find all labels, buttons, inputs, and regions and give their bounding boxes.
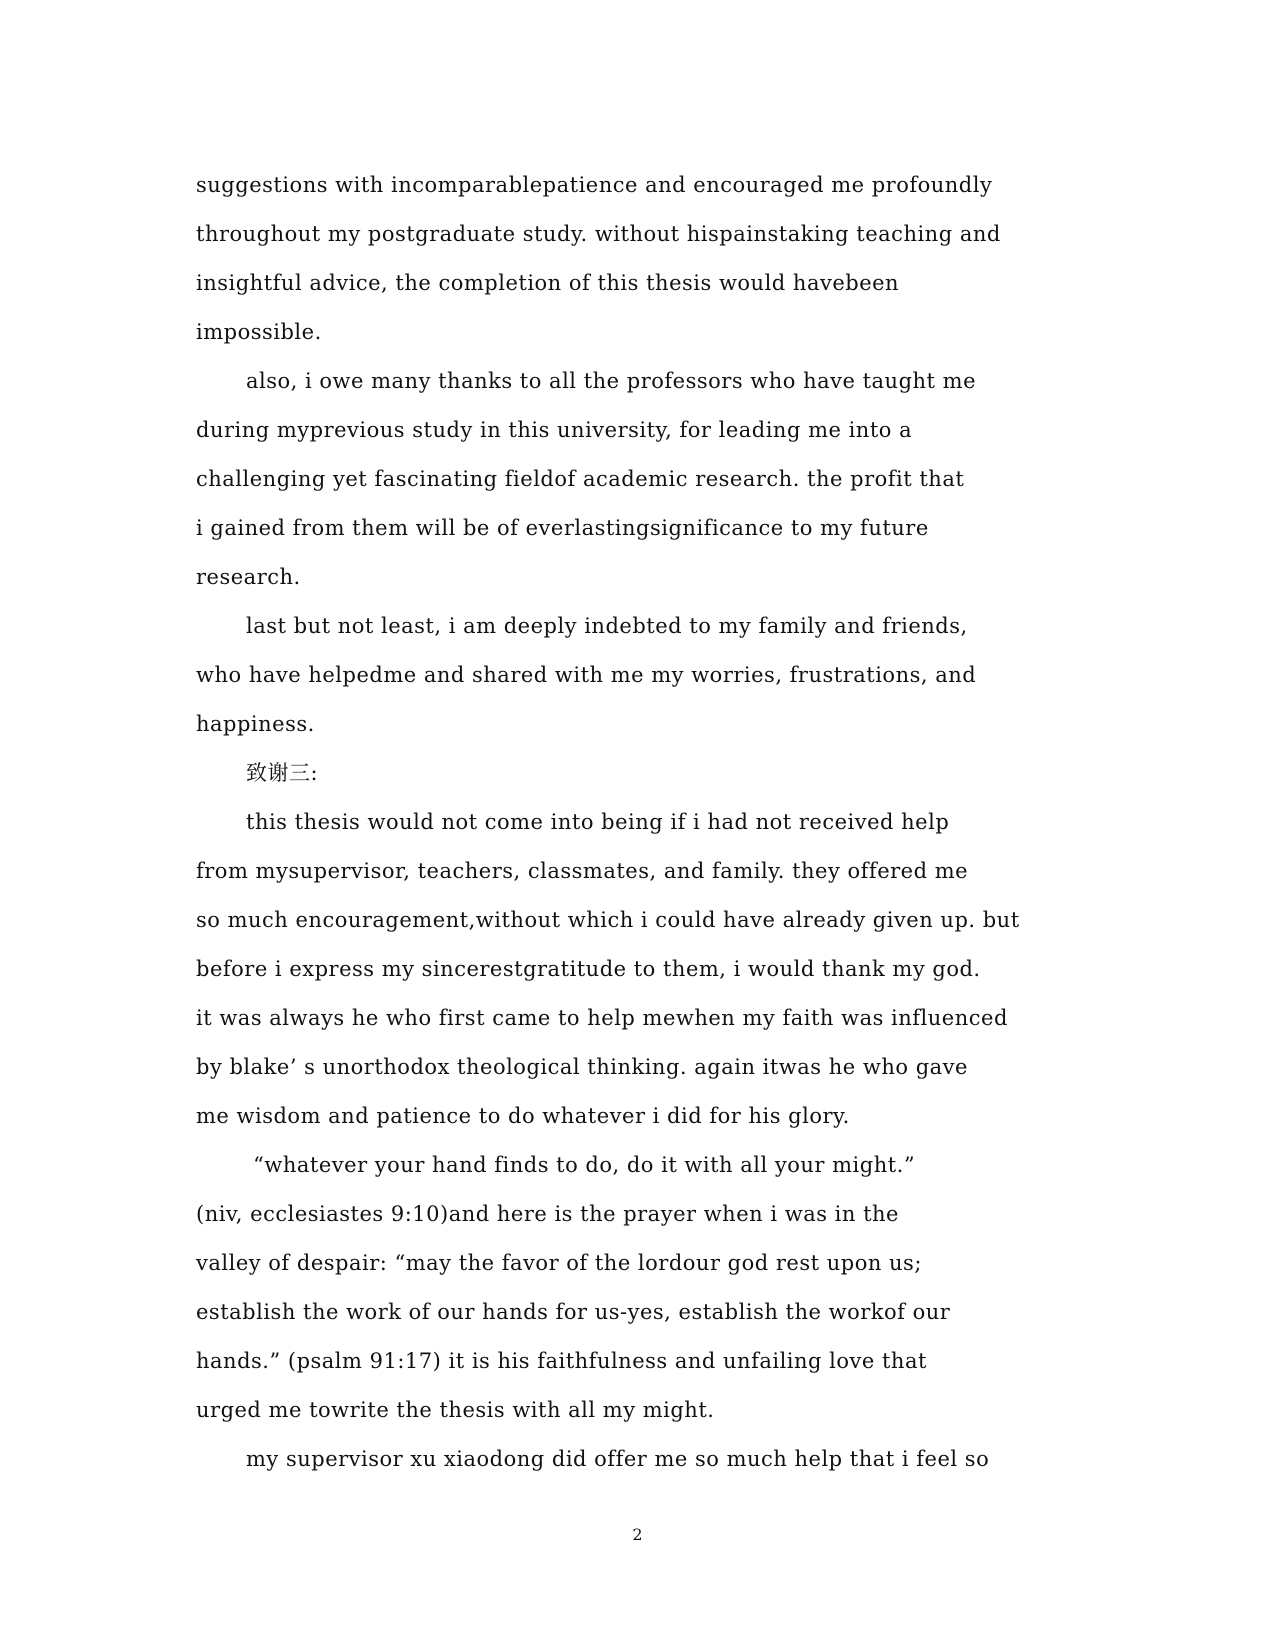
text-line: from mysupervisor, teachers, classmates, and family. they offered me [196,859,969,883]
text-line: insightful advice, the completion of this thesis would havebeen [196,271,900,295]
text-line: during myprevious study in this university, for leading me into a [196,418,913,442]
paragraph-start-line: this thesis would not come into being if i had not received help [246,810,950,834]
text-line: challenging yet fascinating fieldof academic research. the profit that [196,467,965,491]
text-line: research. [196,565,301,589]
text-line: throughout my postgraduate study. without hispainstaking teaching and [196,222,1001,246]
text-line: establish the work of our hands for us-yes, establish the workof our [196,1300,951,1324]
text-line: me wisdom and patience to do whatever i did for his glory. [196,1104,850,1128]
body-text [196,161,1096,1484]
text-line: suggestions with incomparablepatience and encouraged me profoundly [196,173,993,197]
text-line: (niv, ecclesiastes 9:10)and here is the prayer when i was in the [196,1202,899,1226]
text-line: urged me towrite the thesis with all my might. [196,1398,715,1422]
text-line: by blake’ s unorthodox theological thinking. again itwas he who gave [196,1055,968,1079]
text-line: before i express my sincerestgratitude to them, i would thank my god. [196,957,981,981]
text-line: impossible. [196,320,322,344]
text-line: valley of despair: “may the favor of the lordour god rest upon us; [196,1251,922,1275]
text-line: i gained from them will be of everlastingsignificance to my future [196,516,929,540]
paragraph-start-line: also, i owe many thanks to all the professors who have taught me [246,369,977,393]
paragraph-start-line: my supervisor xu xiaodong did offer me so much help that i feel so [246,1447,990,1471]
paragraph-start-line: “whatever your hand finds to do, do it with all your might.” [246,1153,916,1177]
section-heading: 致谢三: [246,761,319,785]
text-line: who have helpedme and shared with me my worries, frustrations, and [196,663,977,687]
page-number: 2 [632,1525,643,1544]
paragraph-start-line: last but not least, i am deeply indebted to my family and friends, [246,614,968,638]
text-line: so much encouragement,without which i could have already given up. but [196,908,1020,932]
text-line: hands.” (psalm 91:17) it is his faithfulness and unfailing love that [196,1349,927,1373]
text-line: it was always he who first came to help mewhen my faith was influenced [196,1006,1008,1030]
text-line: happiness. [196,712,315,736]
